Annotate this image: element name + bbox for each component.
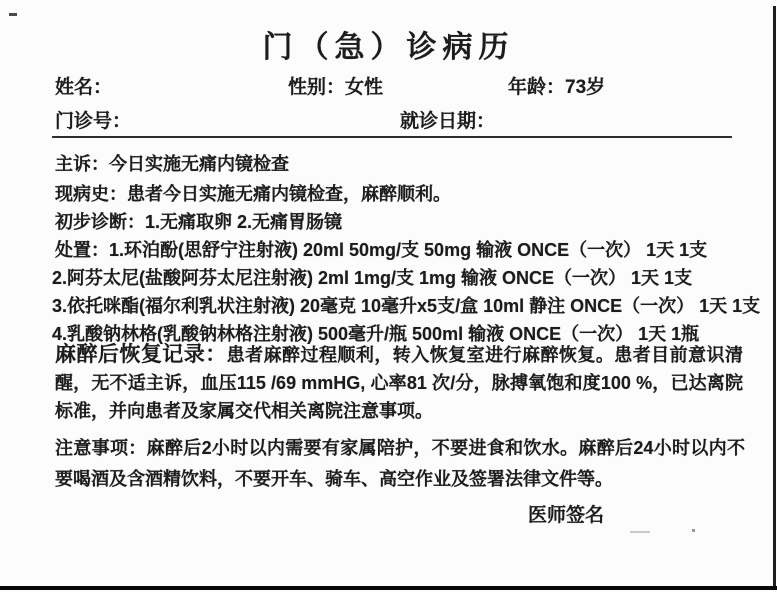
physician-signature-label: 医师签名 — [528, 505, 605, 526]
diagnosis-line — [55, 208, 342, 234]
precautions-label: 注意事项： — [55, 438, 147, 458]
recovery-text: 患者麻醉过程顺利，转入恢复室进行麻醉恢复。患者目前意识清醒，无不适主诉，血压115 /69 mmHG, 心率81 次/分，脉搏氧饱和度100 %，已达离院标准，并向患者及家属交代相关离院注意事项。 — [55, 345, 744, 421]
disposition-item: 3.依托咪酯(福尔利乳状注射液) 20毫克 10毫升x5支/盒 10ml 静注 ONCE（一次） 1天 1支 — [52, 296, 761, 316]
page-title: 门（急）诊病历 — [262, 31, 515, 64]
diagnosis-label: 初步诊断： — [55, 212, 145, 232]
name-field — [55, 72, 112, 99]
clinic-no-field — [55, 106, 131, 133]
gender-label: 性别： — [288, 77, 346, 98]
diagnosis-text: 1.无痛取卵 2.无痛胃肠镜 — [145, 212, 343, 232]
disposition-line-1 — [55, 236, 707, 262]
precautions-section — [55, 433, 745, 495]
disposition-item: 2.阿芬太尼(盐酸阿芬太尼注射液) 2ml 1mg/支 1mg 输液 ONCE（一次） 1天 1支 — [52, 268, 693, 288]
disposition-line-2 — [52, 264, 692, 290]
page-edge-right — [773, 6, 776, 588]
age-value: 73岁 — [565, 77, 606, 98]
visit-date-label: 就诊日期： — [400, 111, 496, 132]
disposition-label: 处置： — [55, 240, 109, 260]
header-divider — [52, 136, 732, 138]
scan-speck — [692, 529, 695, 532]
disposition-item: 1.环泊酚(思舒宁注射液) 20ml 50mg/支 50mg 输液 ONCE（一次） 1天 1支 — [109, 240, 708, 260]
chief-complaint-text: 今日实施无痛内镜检查 — [109, 154, 289, 174]
present-illness-line — [55, 180, 451, 206]
age-field — [508, 72, 605, 99]
precautions-text: 麻醉后2小时以内需要有家属陪护，不要进食和饮水。麻醉后24小时以内不要喝酒及含酒精饮料，不要开车、骑车、高空作业及签署法律文件等。 — [55, 438, 746, 489]
scan-speck — [9, 13, 17, 16]
present-illness-text: 患者今日实施无痛内镜检查，麻醉顺利。 — [127, 184, 451, 204]
disposition-line-3 — [52, 292, 760, 318]
gender-field — [288, 72, 383, 99]
scan-speck — [630, 531, 650, 533]
disposition-item: 4.乳酸钠林格(乳酸钠林格注射液) 500毫升/瓶 500ml 输液 ONCE（一次） 1天 1瓶 — [52, 324, 700, 344]
chief-complaint-line — [55, 150, 289, 176]
name-label: 姓名： — [55, 77, 113, 98]
recovery-section — [55, 341, 743, 425]
chief-complaint-label: 主诉： — [55, 154, 109, 174]
page-edge-bottom — [0, 586, 777, 590]
clinic-no-label: 门诊号： — [55, 111, 132, 132]
recovery-label: 麻醉后恢复记录： — [55, 343, 227, 366]
gender-value: 女性 — [345, 77, 384, 98]
visit-date-field — [400, 106, 495, 133]
age-label: 年龄： — [508, 77, 566, 98]
present-illness-label: 现病史： — [55, 184, 127, 204]
